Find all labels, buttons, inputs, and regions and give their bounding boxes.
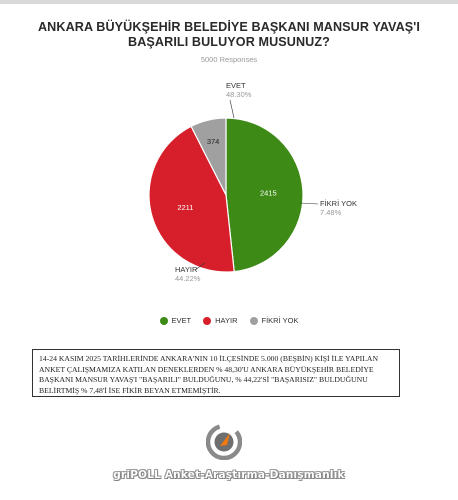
responses-count: 5000 Responses [200,55,258,64]
legend-label-hayir: HAYIR [215,316,238,325]
slice-value-evet: 2415 [259,188,277,198]
legend-item-hayir[interactable] [203,316,237,325]
legend-item-fikri-yok[interactable] [250,316,299,325]
footer-brand: griPOLL Anket-Araştırma-Danışmanlık [113,469,345,481]
slice-label-hayir: HAYIR [175,265,198,274]
slice-label-fikri-yok: FİKRİ YOK [320,199,357,208]
slice-percent-hayir: 44.22% [175,274,201,283]
slice-percent-evet: 48.30% [226,90,252,99]
legend-item-evet[interactable] [160,316,192,325]
slice-value-hayir: 2211 [177,203,194,213]
leader-line-evet [230,100,234,118]
legend-label-fikri-yok: FİKRİ YOK [261,316,299,325]
legend-label-evet: EVET [171,316,192,325]
legend-swatch-evet [160,317,168,325]
slice-percent-fikri-yok: 7.48% [320,208,342,217]
legend-swatch-fikri-yok [250,317,258,325]
slice-label-evet: EVET [226,81,246,90]
gripoll-logo-icon [206,424,242,460]
survey-note: 14-24 KASIM 2025 TARİHLERİNDE ANKARA'NIN 10 İLÇESİNDE 5.000 (BEŞBİN) KİŞİ İLE YAPILAN ANKET ÇALIŞMAMIZA KATILAN DENEKLERDEN % 48,30'U ANKARA BÜYÜKŞEHİR BELEDİYE BAŞKANI MANSUR YAVAŞ'I "BAŞARILI" BULDUĞUNU, % 44,22'Sİ "BAŞARISIZ" BULDUĞUNU BELİRTMİŞ % 7,48'İ İSE FİKİR BEYAN ETMEMİŞTİR. [32,349,400,397]
chart-title: ANKARA BÜYÜKŞEHİR BELEDİYE BAŞKANI MANSUR YAVAŞ'I BAŞARILI BULUYOR MUSUNUZ? [37,20,420,49]
legend-swatch-hayir [203,317,211,325]
chart-legend [0,316,458,325]
slice-value-fikri-yok: 374 [206,137,220,147]
